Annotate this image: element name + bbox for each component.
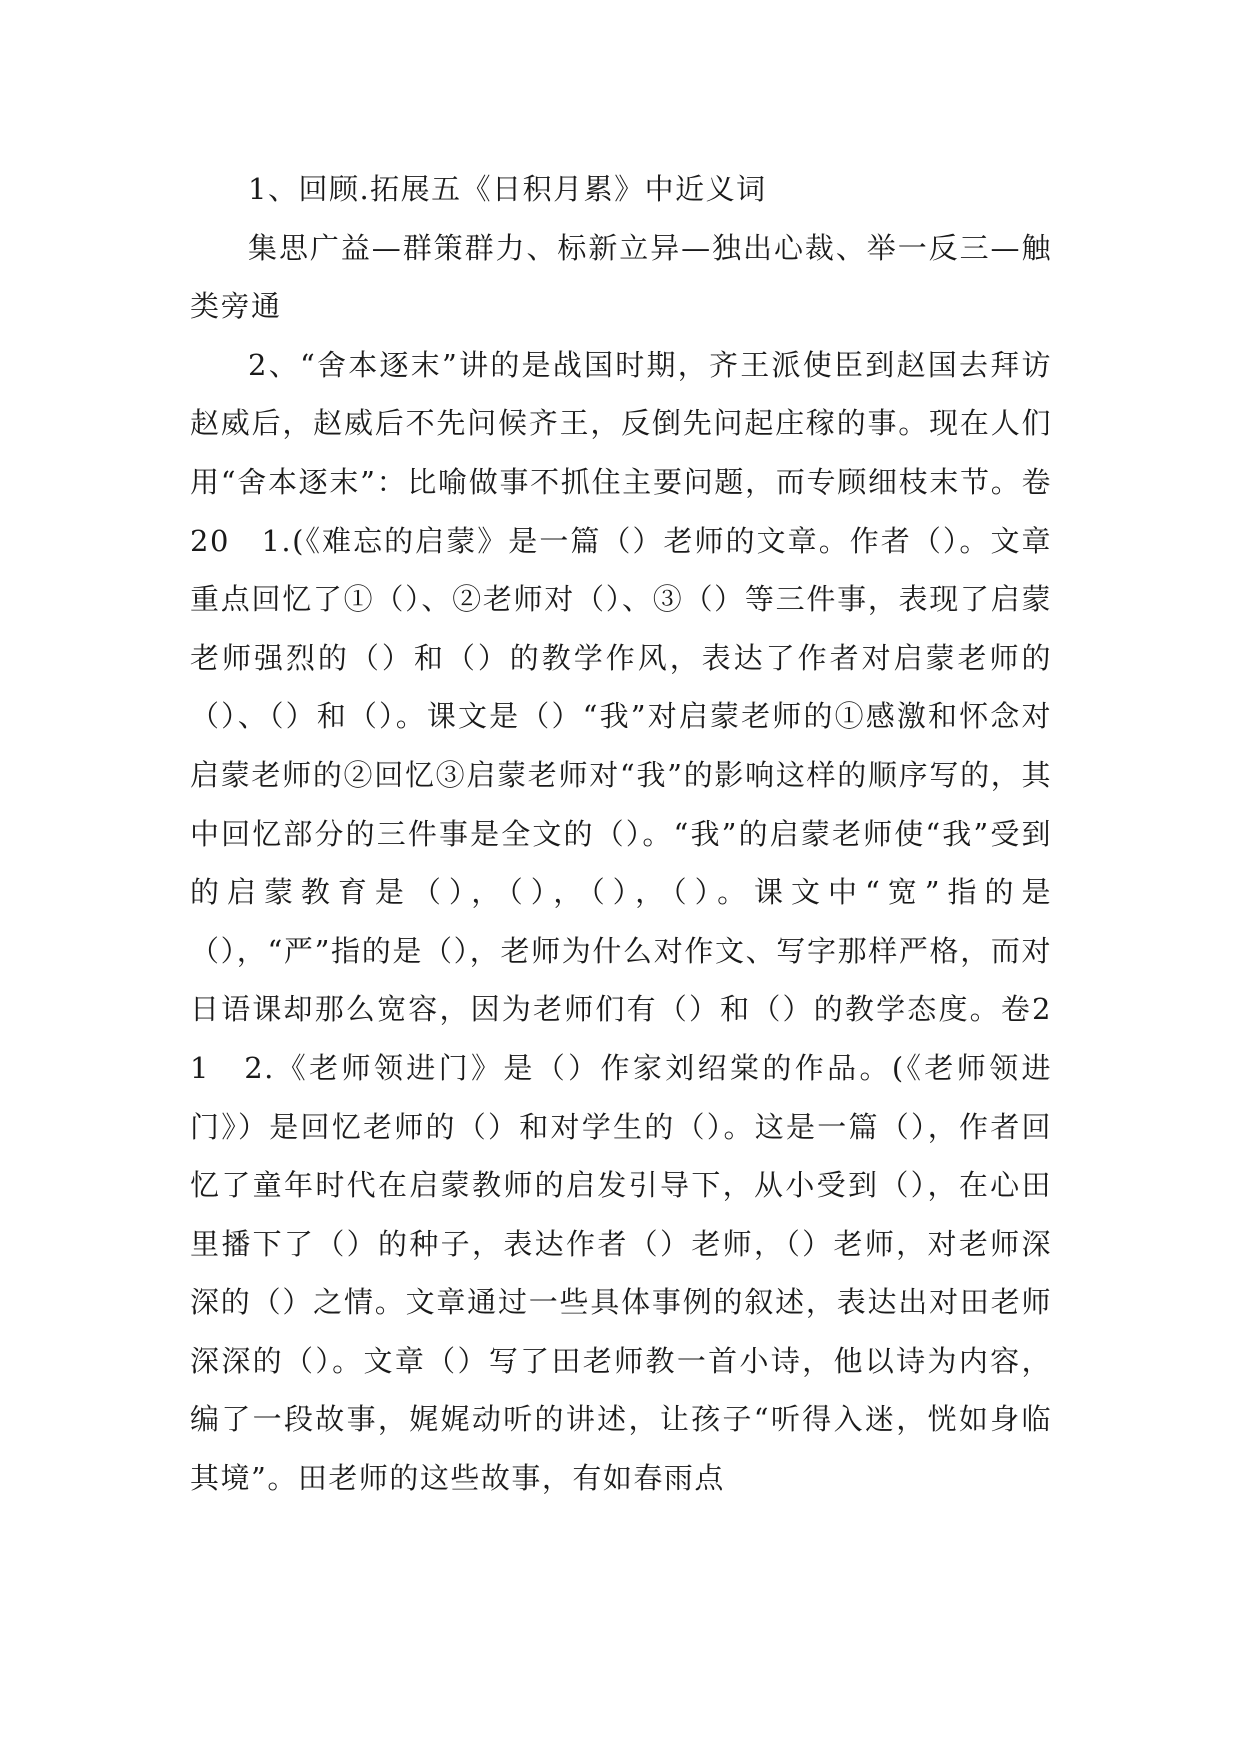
paragraph-main-text: 2、“舍本逐末”讲的是战国时期，齐王派使臣到赵国去拜访赵威后，赵威后不先问候齐王，反倒先问起庄稼的事。现在人们用“舍本逐末”：比喻做事不抓住主要问题，而专顾细枝末节。卷20 1.(《难忘的启蒙》是一篇（）老师的文章。作者（）。文章重点回忆了①（）、②老师对（）、③（）等三件事，表现了启蒙老师强烈的（）和（）的教学作风，表达了作者对启蒙老师的（）、（）和（）。课文是（）“我”对启蒙老师的①感激和怀念对启蒙老师的②回忆③启蒙老师对“我”的影响这样的顺序写的，其中回忆部分的三件事是全文的（）。“我”的启蒙老师使“我”受到的启蒙教育是（），（），（），（）。课文中“宽”指的是（），“严”指的是（），老师为什么对作文、写字那样严格，而对日语课却那么宽容，因为老师们有（）和（）的教学态度。卷21 2.《老师领进门》是（）作家刘绍棠的作品。(《老师领进门》）是回忆老师的（）和对学生的（）。这是一篇（），作者回忆了童年时代在启蒙教师的启发引导下，从小受到（），在心田里播下了（）的种子，表达作者（）老师，（）老师，对老师深深的（）之情。文章通过一些具体事例的叙述，表达出对田老师深深的（）。文章（）写了田老师教一首小诗，他以诗为内容，编了一段故事，娓娓动听的讲述，让孩子“听得入迷，恍如身临其境”。田老师的这些故事，有如春雨点 xyxy=(190,347,1052,1496)
paragraph-synonyms-heading: 1、回顾.拓展五《日积月累》中近义词 xyxy=(248,172,767,206)
paragraph-synonyms-list: 集思广益—群策群力、标新立异—独出心裁、举一反三—触类旁通 xyxy=(190,230,1052,324)
document-body xyxy=(190,160,1052,1508)
